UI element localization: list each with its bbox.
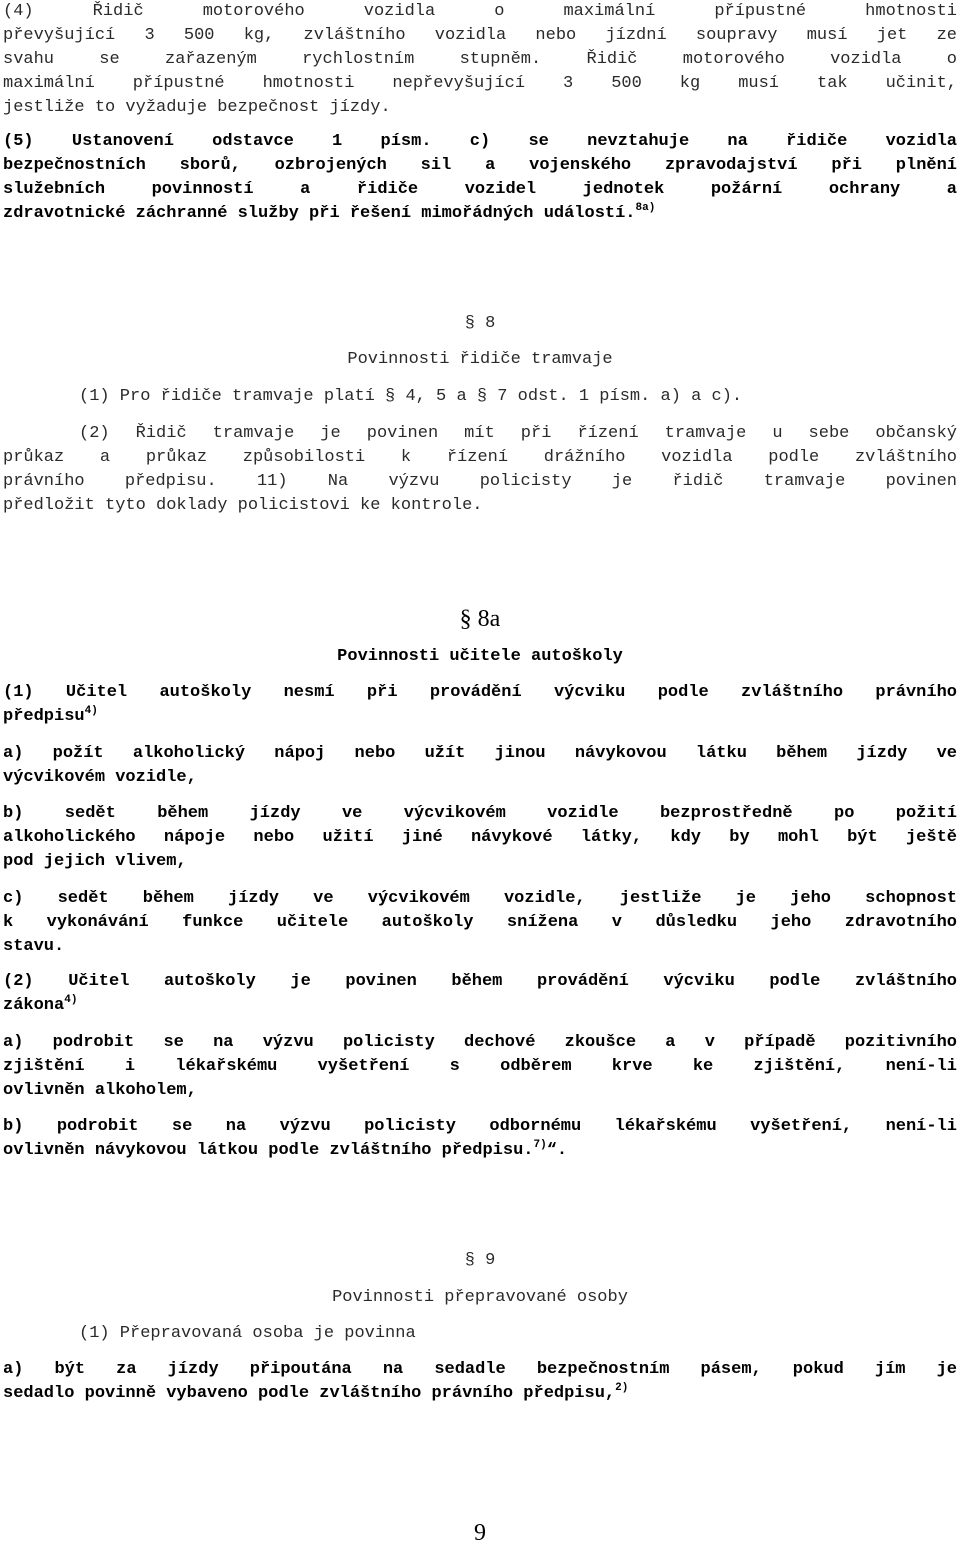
text-line: ovlivněn alkoholem, [3,1081,197,1100]
closing-quote: “. [546,1141,568,1160]
text-line: b) podrobit se na výzvu policisty odbornému lékařskému vyšetření, není-li [3,1117,957,1136]
text-line: (1) Přepravovaná osoba je povinna [79,1324,416,1343]
page-number: 9 [474,1520,486,1546]
text-line: alkoholického nápoje nebo užití jiné návykové látky, kdy by mohl být ještě [3,828,957,847]
section-heading-9: § 9 [464,1251,496,1270]
text-line [3,1382,957,1406]
text-line [3,1139,957,1163]
text-line: a) požít alkoholický nápoj nebo užít jinou návykovou látku během jízdy ve [3,744,957,763]
footnote-ref: 4) [64,994,78,1006]
text-line: zjištění i lékařskému vyšetření s odběrem krve ke zjištění, není-li [3,1057,957,1076]
footnote-ref: 7) [533,1139,547,1151]
section-title-8: Povinnosti řidiče tramvaje [347,350,613,369]
text-line: svahu se zařazeným rychlostním stupněm. Řidič motorového vozidla o [3,50,957,69]
text-line-content: zdravotnické záchranné služby při řešení mimořádných událostí. [3,204,636,223]
text-line: a) podrobit se na výzvu policisty dechové zkoušce a v případě pozitivního [3,1033,957,1052]
paragraph-7-5 [3,130,957,226]
paragraph-8a-1 [3,681,957,729]
text-line: převyšující 3 500 kg, zvláštního vozidla nebo jízdní soupravy musí jet ze [3,26,957,45]
text-line: výcvikovém vozidle, [3,768,197,787]
text-line: maximální přípustné hmotnosti nepřevyšující 3 500 kg musí tak učinit, [3,74,957,93]
paragraph-9-1 [3,1322,957,1346]
text-line: (5) Ustanovení odstavce 1 písm. c) se nevztahuje na řidiče vozidla [3,132,957,151]
text-line [3,202,957,226]
item-8a-2-a [3,1031,957,1103]
text-line: k vykonávání funkce učitele autoškoly snížena v důsledku jeho zdravotního [3,913,957,932]
paragraph-7-4 [3,0,957,120]
text-line: (1) Pro řidiče tramvaje platí § 4, 5 a § 7 odst. 1 písm. a) a c). [79,387,743,406]
text-line: (1) Učitel autoškoly nesmí při provádění výcviku podle zvláštního právního [3,683,957,702]
text-line [3,705,957,729]
item-8a-1-a [3,742,957,790]
text-line: c) sedět během jízdy ve výcvikovém vozidle, jestliže je jeho schopnost [3,889,957,908]
text-line: průkaz a průkaz způsobilosti k řízení drážního vozidla podle zvláštního [3,448,957,467]
paragraph-8-1 [3,385,957,409]
item-8a-1-c [3,887,957,959]
text-line: (2) Řidič tramvaje je povinen mít při řízení tramvaje u sebe občanský [79,424,957,443]
text-line-content: sedadlo povinně vybaveno podle zvláštního právního předpisu, [3,1384,616,1403]
text-line: právního předpisu. 11) Na výzvu policisty je řidič tramvaje povinen [3,472,957,491]
footnote-ref: 8a) [635,202,656,214]
item-8a-2-b [3,1115,957,1163]
text-line-content: ovlivněn návykovou látkou podle zvláštního předpisu. [3,1141,534,1160]
section-heading-8a: § 8a [459,606,501,632]
item-9-1-a [3,1358,957,1406]
text-line [3,994,957,1018]
footnote-ref: 2) [615,1382,629,1394]
text-line: (4) Řidič motorového vozidla o maximální přípustné hmotnosti [3,2,957,21]
paragraph-8a-2 [3,970,957,1018]
text-line-content: předpisu [3,707,85,726]
text-line: b) sedět během jízdy ve výcvikovém vozidle bezprostředně po požití [3,804,957,823]
text-line: předložit tyto doklady policistovi ke kontrole. [3,496,483,515]
text-line: služebních povinností a řidiče vozidel jednotek požární ochrany a [3,180,957,199]
text-line: a) být za jízdy připoutána na sedadle bezpečnostním pásem, pokud jím je [3,1360,957,1379]
text-line: bezpečnostních sborů, ozbrojených sil a vojenského zpravodajství při plnění [3,156,957,175]
section-title-9: Povinnosti přepravované osoby [332,1288,628,1307]
footnote-ref: 4) [84,705,98,717]
text-line: jestliže to vyžaduje bezpečnost jízdy. [3,98,391,117]
text-line: (2) Učitel autoškoly je povinen během provádění výcviku podle zvláštního [3,972,957,991]
text-line-content: zákona [3,996,65,1015]
item-8a-1-b [3,802,957,874]
section-heading-8: § 8 [464,314,496,333]
paragraph-8-2 [3,422,957,518]
text-line: stavu. [3,937,65,956]
section-title-8a: Povinnosti učitele autoškoly [337,647,623,666]
text-line: pod jejich vlivem, [3,852,187,871]
